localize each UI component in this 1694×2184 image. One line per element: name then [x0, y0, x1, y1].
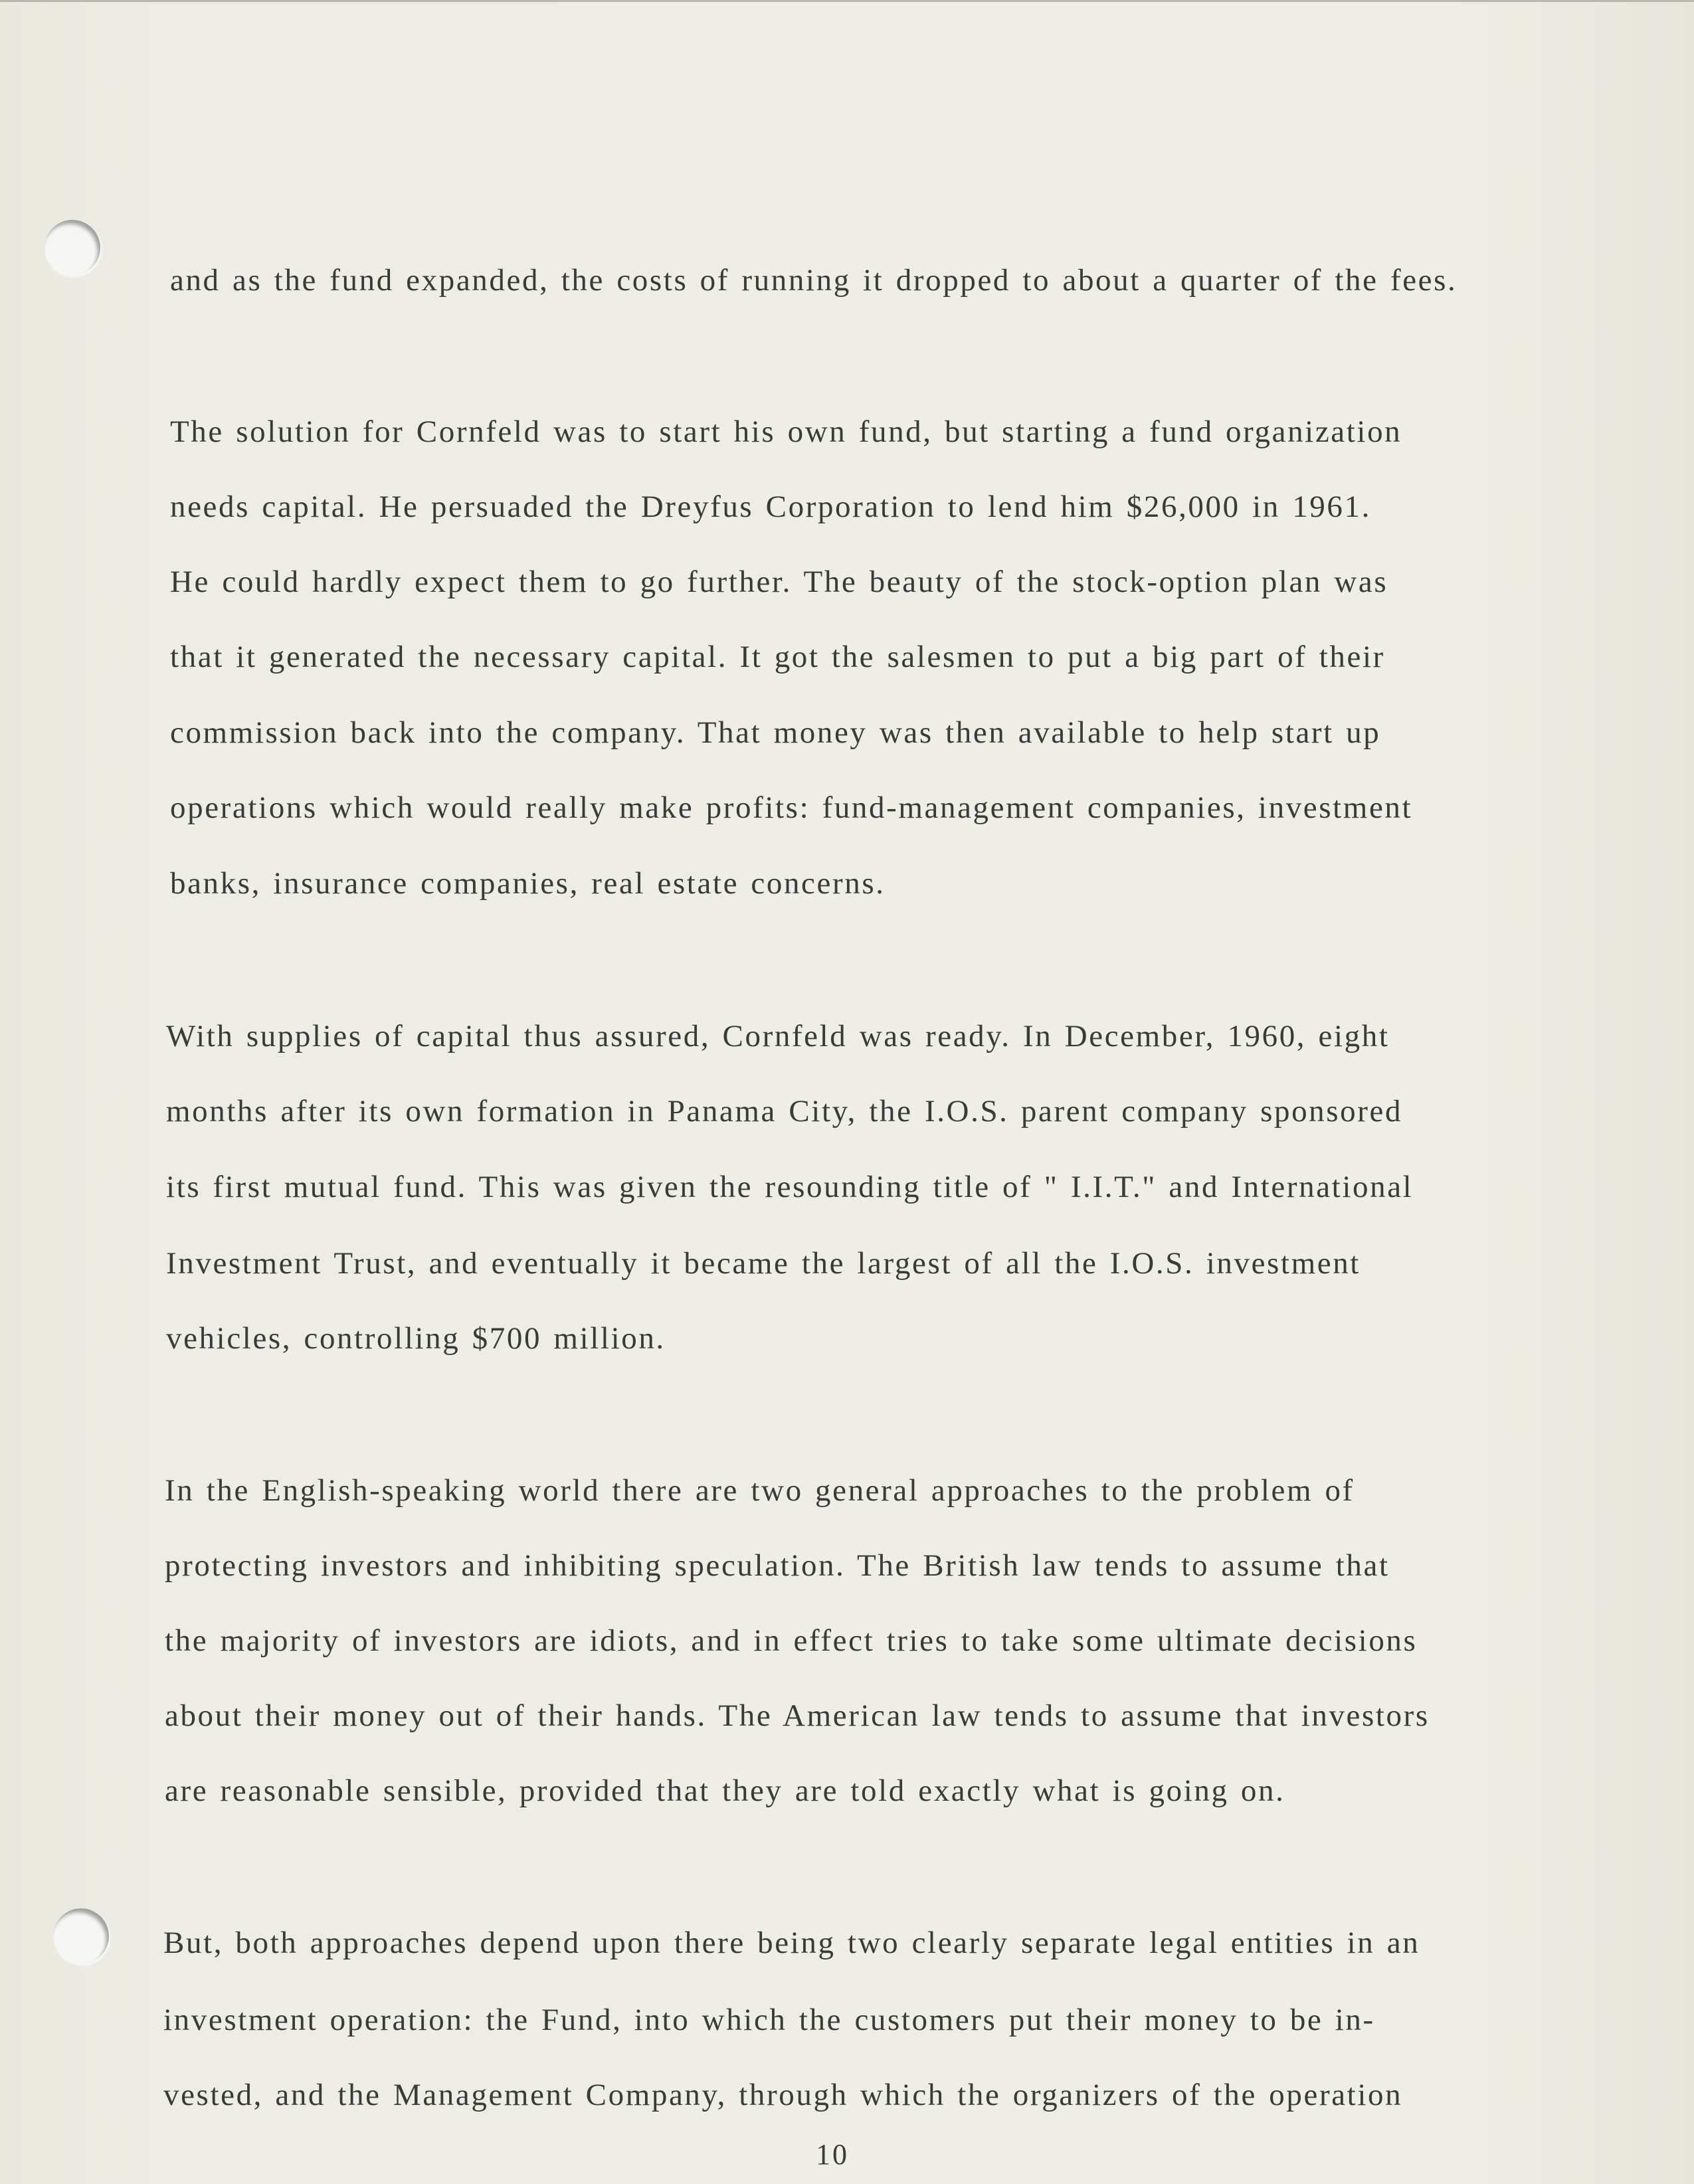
- text-line: Investment Trust, and eventually it became the largest of all the I.O.S. investment: [166, 1246, 1361, 1281]
- text-line: vehicles, controlling $700 million.: [166, 1321, 666, 1356]
- text-line: months after its own formation in Panama City, the I.O.S. parent company sponsored: [166, 1094, 1403, 1129]
- punch-hole-bottom: [53, 1908, 109, 1964]
- page-number: 10: [816, 2138, 849, 2171]
- text-line: In the English-speaking world there are two general approaches to the problem of: [165, 1473, 1355, 1508]
- text-line: are reasonable sensible, provided that they are told exactly what is going on.: [165, 1774, 1285, 1808]
- text-line: investment operation: the Fund, into which the customers put their money to be in-: [163, 2003, 1375, 2037]
- text-line: and as the fund expanded, the costs of running it dropped to about a quarter of the fees.: [170, 263, 1458, 298]
- text-line: its first mutual fund. This was given the resounding title of " I.I.T." and International: [166, 1170, 1414, 1204]
- text-line: protecting investors and inhibiting speculation. The British law tends to assume that: [165, 1548, 1390, 1583]
- text-line: But, both approaches depend upon there being two clearly separate legal entities in an: [163, 1926, 1420, 1960]
- punch-hole-top: [45, 220, 100, 276]
- text-line: the majority of investors are idiots, and in effect tries to take some ultimate decisions: [165, 1623, 1418, 1658]
- text-line: banks, insurance companies, real estate concerns.: [170, 866, 886, 901]
- page-edge: [0, 0, 1694, 2]
- text-line: He could hardly expect them to go further. The beauty of the stock-option plan was: [170, 565, 1388, 599]
- text-line: about their money out of their hands. The American law tends to assume that investors: [165, 1698, 1430, 1733]
- text-line: needs capital. He persuaded the Dreyfus Corporation to lend him $26,000 in 1961.: [170, 490, 1371, 524]
- text-line: operations which would really make profits: fund-management companies, investment: [170, 790, 1413, 825]
- text-line: commission back into the company. That money was then available to help start up: [170, 715, 1381, 750]
- text-line: vested, and the Management Company, through which the organizers of the operation: [163, 2078, 1403, 2112]
- text-line: With supplies of capital thus assured, Cornfeld was ready. In December, 1960, eight: [166, 1019, 1390, 1053]
- text-line: that it generated the necessary capital. It got the salesmen to put a big part of their: [170, 640, 1385, 674]
- text-line: The solution for Cornfeld was to start his own fund, but starting a fund organization: [170, 414, 1402, 449]
